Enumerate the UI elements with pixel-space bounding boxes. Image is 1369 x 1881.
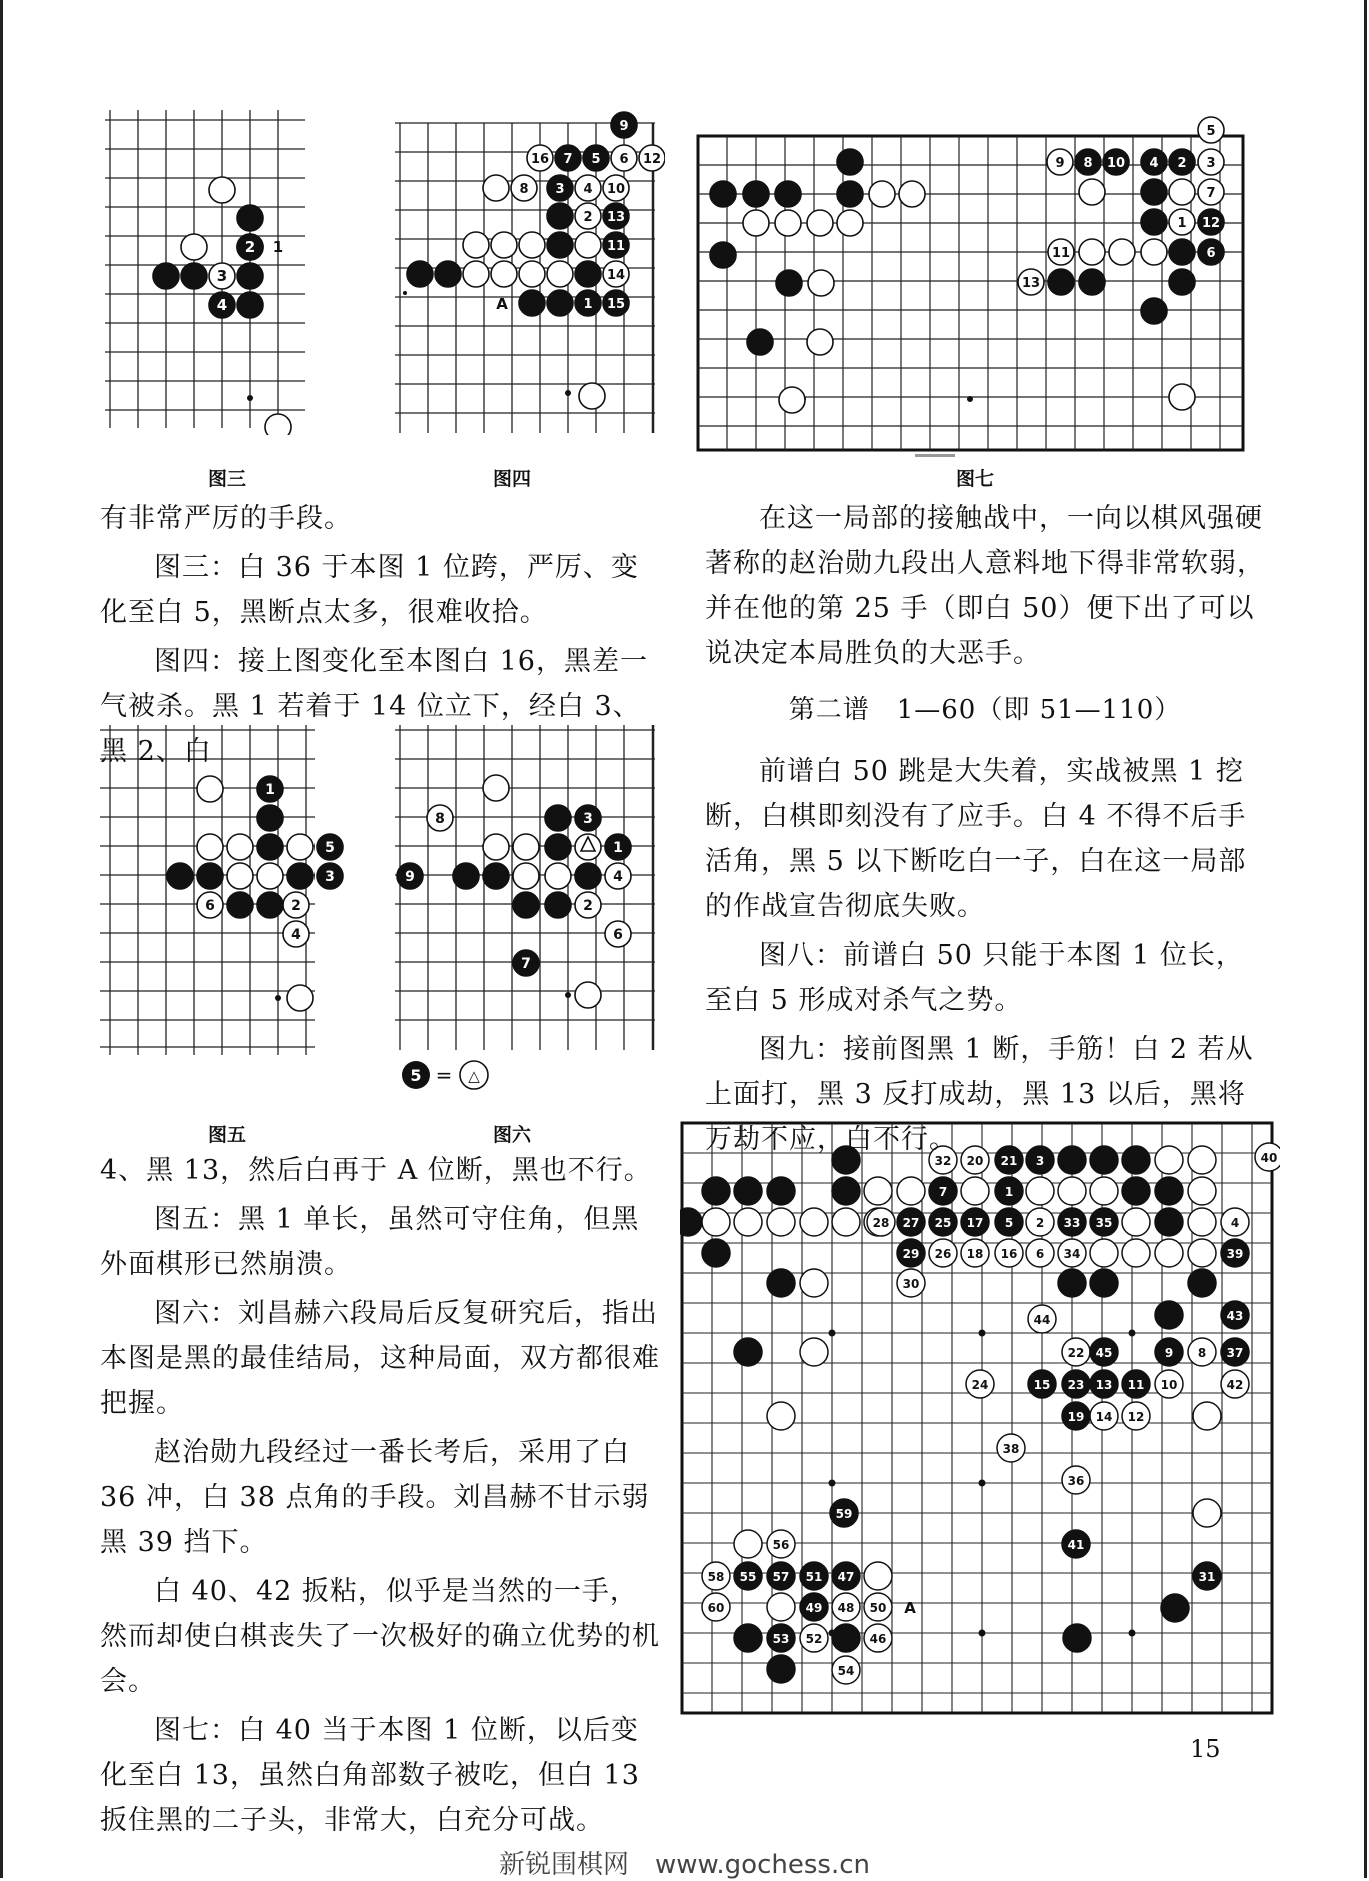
svg-text:56: 56 [772,1538,790,1552]
paragraph: 图九：接前图黑 1 断，手筋！白 2 若从上面打，黑 3 反打成劫，黑 13 以后，黑将万劫不应，白不行。 [705,1034,1254,1155]
svg-text:11: 11 [606,239,626,254]
svg-text:4: 4 [291,927,301,943]
paragraph: 图三：白 36 于本图 1 位跨，严厉、变化至白 5，黑断点太多，很难收拾。 [100,552,639,628]
footer-watermark: 新锐围棋网 www.gochess.cn [499,1850,870,1880]
caption-fig6: 图六 [493,1124,532,1146]
svg-text:24: 24 [971,1378,989,1392]
svg-text:22: 22 [1067,1346,1085,1360]
svg-text:48: 48 [837,1601,855,1615]
equivalence-note [400,1055,495,1095]
svg-text:10: 10 [1160,1378,1178,1392]
svg-text:45: 45 [1095,1346,1113,1360]
svg-text:12: 12 [642,152,662,167]
paragraph: 4、黑 13，然后白再于 A 位断，黑也不行。 [100,1155,652,1186]
svg-text:59: 59 [835,1507,853,1521]
svg-text:37: 37 [1226,1346,1244,1360]
svg-text:12: 12 [1201,216,1221,231]
svg-text:30: 30 [902,1277,920,1291]
equivalence-sign: = [435,1063,453,1087]
svg-text:50: 50 [869,1601,887,1615]
svg-text:7: 7 [938,1185,948,1199]
svg-text:6: 6 [613,927,623,943]
svg-text:13: 13 [1095,1378,1113,1392]
svg-text:17: 17 [966,1216,984,1230]
equivalence-right: △ [468,1067,480,1085]
svg-text:1: 1 [1004,1185,1014,1199]
svg-text:4: 4 [583,182,593,197]
svg-text:7: 7 [563,152,573,167]
svg-text:1: 1 [272,238,284,256]
svg-text:9: 9 [1055,156,1065,171]
svg-text:29: 29 [902,1247,920,1261]
svg-text:3: 3 [216,267,228,285]
svg-text:1: 1 [583,297,593,312]
go-board-fig3 [100,110,310,435]
caption-fig7: 图七 [956,468,995,490]
svg-text:57: 57 [772,1570,790,1584]
svg-text:32: 32 [934,1154,952,1168]
svg-text:38: 38 [1002,1442,1020,1456]
svg-text:6: 6 [1035,1247,1045,1261]
svg-text:12: 12 [1127,1410,1145,1424]
svg-text:23: 23 [1067,1378,1085,1392]
svg-text:49: 49 [805,1601,823,1615]
svg-text:6: 6 [205,898,215,914]
svg-text:9: 9 [1164,1346,1174,1360]
svg-text:20: 20 [966,1154,984,1168]
svg-text:16: 16 [1000,1247,1018,1261]
left-text-top [100,496,660,778]
svg-text:4: 4 [216,296,228,314]
go-board-record-2 [680,1120,1280,1720]
svg-text:10: 10 [1106,156,1126,171]
svg-text:6: 6 [1206,246,1216,261]
svg-text:14: 14 [1095,1410,1113,1424]
svg-text:58: 58 [707,1570,725,1584]
svg-text:26: 26 [934,1247,952,1261]
svg-text:4: 4 [613,869,623,885]
svg-text:53: 53 [772,1632,790,1646]
board-label-a: A [496,295,508,313]
svg-text:39: 39 [1226,1247,1244,1261]
page-edge-right [1364,0,1367,1878]
svg-text:13: 13 [606,210,626,225]
svg-text:1: 1 [613,840,623,856]
svg-text:3: 3 [1035,1154,1045,1168]
svg-text:3: 3 [325,869,335,885]
svg-text:8: 8 [1083,156,1093,171]
paragraph: 图八：前谱白 50 只能于本图 1 位长，至白 5 形成对杀气之势。 [705,940,1244,1016]
right-text [705,496,1265,1166]
svg-text:60: 60 [707,1601,725,1615]
svg-text:35: 35 [1095,1216,1113,1230]
svg-text:5: 5 [325,840,335,856]
svg-text:27: 27 [902,1216,920,1230]
svg-text:41: 41 [1067,1538,1085,1552]
svg-text:1: 1 [1177,216,1187,231]
svg-text:44: 44 [1033,1313,1051,1327]
svg-text:2: 2 [583,898,593,914]
svg-text:11: 11 [1051,246,1071,261]
svg-text:2: 2 [291,898,301,914]
svg-text:31: 31 [1198,1570,1216,1584]
svg-text:9: 9 [405,869,415,885]
svg-text:5: 5 [1206,124,1216,139]
svg-text:7: 7 [521,956,531,972]
svg-text:8: 8 [1197,1346,1207,1360]
svg-text:14: 14 [606,268,626,283]
paragraph: 图六：刘昌赫六段局后反复研究后，指出本图是黑的最佳结局，这种局面，双方都很难把握。 [100,1298,660,1419]
svg-text:16: 16 [530,152,550,167]
svg-text:4: 4 [1149,156,1159,171]
svg-text:42: 42 [1226,1378,1244,1392]
svg-text:5: 5 [244,267,256,285]
svg-text:8: 8 [519,182,529,197]
svg-text:3: 3 [583,811,593,827]
left-text-bottom [100,1148,660,1847]
svg-text:5: 5 [1004,1216,1014,1230]
caption-fig3: 图三 [208,468,247,490]
caption-fig5: 图五 [208,1124,247,1146]
svg-text:4: 4 [1230,1216,1240,1230]
board-label-a: A [904,1599,916,1617]
page-edge-left [0,0,3,1878]
svg-text:9: 9 [619,119,629,134]
svg-text:5: 5 [591,152,601,167]
svg-text:1: 1 [265,782,275,798]
svg-text:18: 18 [966,1247,984,1261]
paragraph: 有非常严厉的手段。 [100,503,352,534]
svg-text:40: 40 [1260,1151,1278,1165]
svg-text:33: 33 [1063,1216,1081,1230]
caption-fig4: 图四 [493,468,532,490]
paragraph: 在这一局部的接触战中，一向以棋风强硬著称的赵治勋九段出人意料地下得非常软弱，并在他的第 25 手（即白 50）便下出了可以说决定本局胜负的大恶手。 [705,503,1265,669]
svg-text:19: 19 [1067,1410,1085,1424]
svg-text:7: 7 [1206,186,1216,201]
svg-text:2: 2 [1177,156,1187,171]
section-heading: 第二谱 1—60（即 51—110） [788,695,1182,725]
svg-text:13: 13 [1021,276,1041,291]
svg-text:2: 2 [244,238,256,256]
paragraph: 白 40、42 扳粘，似乎是当然的一手，然而却使白棋丧失了一次极好的确立优势的机会。 [100,1576,660,1697]
page-number: 15 [1190,1735,1221,1763]
svg-text:11: 11 [1127,1378,1145,1392]
svg-text:6: 6 [619,152,629,167]
go-board-fig4 [395,108,665,438]
svg-text:52: 52 [805,1632,823,1646]
svg-text:34: 34 [1063,1247,1081,1261]
paragraph: 前谱白 50 跳是大失着，实战被黑 1 挖断，白棋即刻没有了应手。白 4 不得不后手活角，黑 5 以下断吃白一子，白在这一局部的作战宣告彻底失败。 [705,756,1247,922]
svg-text:36: 36 [1067,1474,1085,1488]
svg-text:15: 15 [1033,1378,1051,1392]
svg-text:46: 46 [869,1632,887,1646]
svg-text:55: 55 [739,1570,757,1584]
svg-text:15: 15 [606,297,626,312]
svg-text:51: 51 [805,1570,823,1584]
svg-text:2: 2 [1035,1216,1045,1230]
svg-text:10: 10 [606,182,626,197]
go-board-fig5-edge [300,825,350,905]
svg-text:28: 28 [872,1216,890,1230]
svg-text:47: 47 [837,1570,855,1584]
paragraph: 图五：黑 1 单长，虽然可守住角，但黑外面棋形已然崩溃。 [100,1204,640,1280]
paragraph: 赵治勋九段经过一番长考后，采用了白 36 冲，白 38 点角的手段。刘昌赫不甘示弱黑 39 挡下。 [100,1437,650,1558]
svg-text:3: 3 [555,182,565,197]
svg-text:43: 43 [1226,1309,1244,1323]
svg-text:3: 3 [1206,156,1216,171]
svg-text:8: 8 [435,811,445,827]
svg-text:2: 2 [583,210,593,225]
paragraph: 图四：接上图变化至本图白 16，黑差一气被杀。黑 1 若着于 14 位立下，经白 3、黑 2、白 [100,646,648,767]
svg-text:21: 21 [1000,1154,1018,1168]
paragraph: 图七：白 40 当于本图 1 位断，以后变化至白 13，虽然白角部数子被吃，但白 13 扳住黑的二子头，非常大，白充分可战。 [100,1715,640,1836]
svg-text:25: 25 [934,1216,952,1230]
equivalence-left: 5 [410,1066,422,1085]
svg-text:54: 54 [837,1664,855,1678]
go-board-fig7 [695,112,1255,460]
